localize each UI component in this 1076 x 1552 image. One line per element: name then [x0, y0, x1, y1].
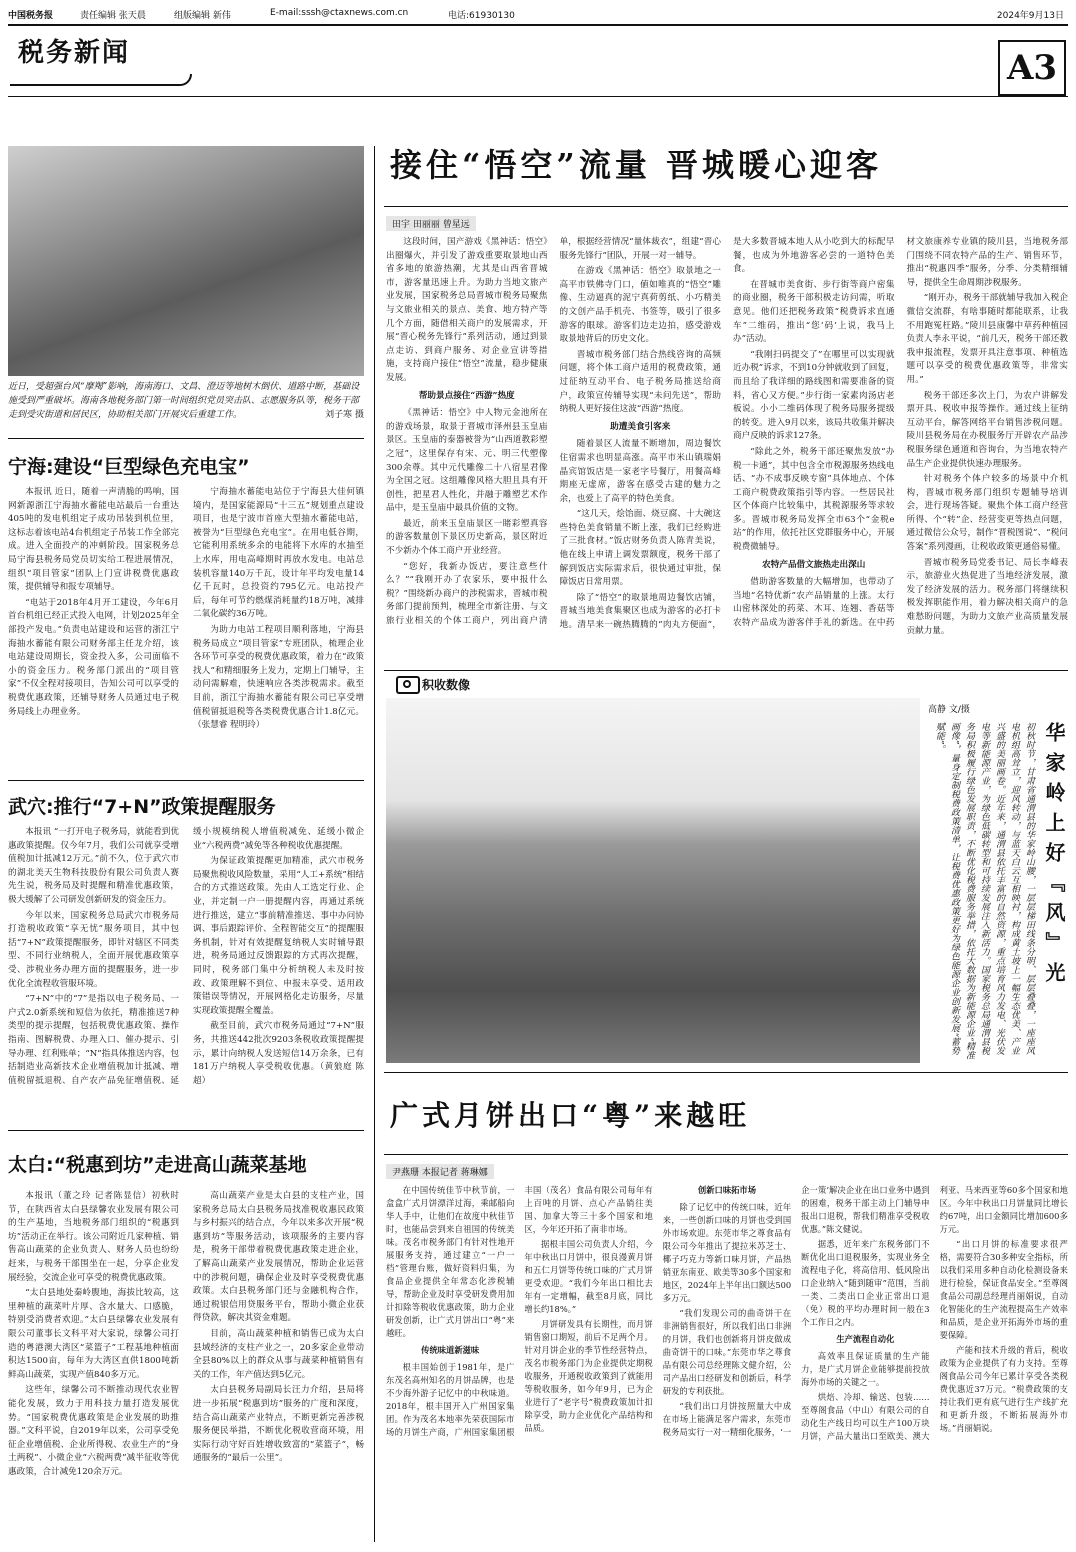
section-title: 税务新闻	[18, 38, 131, 68]
masthead-strip	[8, 6, 1068, 22]
header-rule	[8, 96, 1068, 97]
mooncake-p8: “我们发现公司的曲奇饼干在非洲销售很好，所以我们出口非洲的月饼，我们也创新将月饼皮做成曲奇饼干的口味。”东莞市华之尊食品有限公司总经理陈文健介绍，公司产品出口经研发和创新后，科学研发的专利获批。	[662, 1308, 792, 1396]
mooncake-p12: 高效率且保证质量的生产能力，是广式月饼企业能够提前投放海外市场的关键之一。	[801, 1351, 930, 1387]
caption-text: 近日，受超强台风“摩羯”影响，海南海口、文昌、澄迈等地树木倒伏、道路中断，基础设施受到严重破坏。海南各地税务部门第一时间组织党员突击队、志愿服务队等，税务干部走到受灾街道和居民区，协助相关部门开展灾后重建工作。	[8, 382, 360, 420]
mooncake-sub3: 生产流程自动化	[836, 1334, 895, 1344]
ninghai-p2: “电站于2018年4月开工建设，今年6月首台机组已经正式投入电网，计划2025年全部投产发电。”负责电站建设和运营的浙江宁海抽水蓄能有限公司财务部主任龙介绍，该电站建设周期长，资金投入多，公司面临不小的资金压力。税务部门派出的“项目管家”不仅全程对接项目，告知公司可以享受的税费优惠政策，还辅导财务人员通过电子税务局线上办理业务。	[8, 597, 179, 717]
photo-feature-title: 华家岭上好『风』光	[1042, 722, 1066, 992]
wukong-p4: 最近，前来玉皇庙景区一睹彩塑真容的游客数量创下景区历史新高，景区附近不少新办个体工商户开业经营。	[386, 518, 548, 557]
taibai-p4: 高山蔬菜产业是太白县的支柱产业，国家税务总局太白县税务局找准税收惠民政策与乡村振兴的结合点，今年以来多次开展“税惠到坊”等服务活动，该项服务的主要内容是，税务干部带着税费优惠政策走进企业，了解高山蔬菜产业发展情况，帮助企业运营中的涉税问题，确保企业及时享受税费优惠政策。太白县税务部门还与金融机构合作，通过税银信用贷服务平台，帮助小微企业获得贷款，解决其资金难题。	[193, 1191, 364, 1324]
photo-credit: 高静 文/摄	[928, 705, 970, 715]
wukong-sub2: 助遭美食引客来	[610, 421, 671, 432]
editor: 责任编辑 张天晨	[80, 11, 146, 21]
mooncake-p4: 据根丰国公司负责人介绍，今年中秋出口月饼中，很良漫黄月饼和五仁月饼等传统口味的广式月饼更受欢迎。“我们今年出口相比去年有一定增幅，截至8月底，同比增长约18%。”	[524, 1239, 653, 1314]
mooncake-sub2: 创新口味拓市场	[697, 1185, 757, 1195]
top-rule	[8, 24, 1068, 26]
paper-name: 中国税务报	[8, 11, 54, 21]
taibai-p6: 太白县税务局副局长汪力介绍，县局将进一步拓展“税惠到坊”服务的广度和深度，结合高山蔬菜产业特点，不断更新完善涉税服务便民举措，不断优化税收营商环境，用实际行动守好百姓增收致富的“菜篮子”，畅通服务的“最后一公里”。	[193, 1385, 364, 1464]
wukong-p7: 晋城市税务部门结合热线咨询的高频问题，将个体工商户适用的税费政策，通过征纳互动平台、电子税务局推送给商户，政策宣传辅导实现“未问先送”，帮助纳税人更好接住这波“西游”热度。	[559, 349, 721, 415]
taibai-p3: 这些年，绿馨公司不断推动现代农业智能化发展，致力于用科技力量打造发展优势。“国家税费优惠政策是企业发展的助推器。”文科平说，自2019年以来，公司享受免征企业增值税、企业所得税、农业生产的“身土两税”、小微企业“六税两费”减半征收等优惠政策，合计减免120余万元。	[8, 1385, 179, 1477]
photo-caption	[8, 380, 364, 422]
camera-icon	[396, 676, 420, 694]
mooncake-p9: “我们出口月饼按照量大中成在市场上能满足客户需求，东莞市税务局实行一对一精细化服务，‘一企一策’解决企业在出口业务中遇到的困难，税务干部主动上门辅导申报出口退税，帮我们精准享受税收优惠。”陈文健说。	[662, 1185, 930, 1437]
divider	[8, 780, 364, 781]
phone: 电话:61930130	[448, 11, 515, 21]
divider	[8, 438, 364, 439]
photo-feature-text: 初秋时节，甘肃省通渭县的华家岭山腰，一层层梯田线条分明、层层叠叠，一座座风电机组高耸立，迎风转动，与蓝天白云互相映衬，构成黄土坡上一幅生态优美、产业兴盛的美丽画卷。近年来，通渭县依托丰富的自然资源，重点培育风力发电、光伏发电等新能源产业，为绿色低碳转型和可持续发展注入新活力。国家税务总局通渭县税务局积极履行绿色发展职责，不断优化税费服务举措，依托大数据为新能源企业“精准画像”，量身定制税费政策清单，让税费优惠政策更好为绿色能源企业创新发展“蓄势赋能”。	[934, 722, 1034, 1060]
wukong-p11: 除了“悟空”的取景地周边餐饮店铺，晋城当地美食集聚区也成为游客的必打卡地。清早来一碗热腾腾的“肉丸方便面”，是大多数晋城本地人从小吃到大的标配早餐，也成为外地游客必尝的一道特色美食。	[559, 237, 895, 631]
divider	[384, 1154, 1068, 1155]
mooncake-p14: “出口月饼的标准要求很严格，需要符合30多种安全指标，所以我们采用多种自动化检测设备来进行检验，保证食品安全。”至尊阁食品公司副总经理肖丽娟说，自动化智能化的生产流程提高生产效率和品质，是企业开拓海外市场的重要保障。	[939, 1239, 1068, 1340]
mooncake-p13: 烘焙、冷却、输送、包装……至尊阁食品（中山）有限公司的自动化生产线日均可以生产100万块月饼，产品大量出口至欧美、澳大利亚、马来西亚等60多个国家和地区。今年中秋出口月饼量同比增长约67吨，出口金额同比增加600多万元。	[801, 1185, 1068, 1441]
mooncake-sub1: 传统味道新滋味	[421, 1345, 480, 1355]
mooncake-p1: 在中国传统佳节中秋节前，一盒盒广式月饼漂洋过海，乘邮船向华人手中，让他们在故度中秋佳节时，也能品尝到来自祖国的传统美味。茂名市税务部门有针对性地开展服务支持，通过建立“一户一档”管理台账，做好资料归集，为食品企业提供全年常态化涉税辅导，帮助企业及时享受研发费用加计扣除等税收优惠政策，助力企业研发创新，让广式月饼出口“粤”来越旺。	[386, 1185, 515, 1338]
wukong-body	[386, 236, 1068, 656]
wuxue-body	[8, 826, 364, 1126]
layout-editor: 组版编辑 新伟	[174, 11, 231, 21]
caption-credit: 刘子寒 摄	[325, 410, 364, 420]
wukong-sub3: 农特产品借文旅热走出深山	[762, 559, 866, 570]
mooncake-p10: 据悉，近年来广东税务部门不断优化出口退税服务，实现业务全流程电子化，将高信用、低风险出口企业纳入“随到随审”范围，当前一类、二类出口企业正常出口退（免）税的平均办理时间一般在3个工作日之内。	[801, 1239, 930, 1327]
wuxue-p2: 今年以来，国家税务总局武穴市税务局打造税收政策“享无忧”服务项目，其中包括“7+N”政策提醒服务，即针对辖区不同类型、不同行业纳税人，全面开展优惠政策享受、涉税业务办理方面的提醒服务，进一步优化全流程收管服环境。	[8, 910, 179, 989]
wukong-p12: 在晋城市美食街、步行街等商户密集的商业圈，税务干部积极走访问需，听取意见。他们还把税务政策“税费诉求直通车”二维码，推出“您‘码’上说，我马上办”活动。	[733, 279, 895, 345]
ninghai-p1: 本报讯 近日，随着一声清脆的鸣响，国网新源浙江宁海抽水蓄能电站最后一台重达405吨的发电机组定子成功吊装到机位里，这标志着该电站4台机组定子吊装工作全部完成。进入全面投产的冲刺阶段。国家税务总局宁海县税务局党员切实给工程进展情况，组织“项目管家”团队上门宣讲税费优惠政策，提供辅导和报专项辅导。	[8, 487, 179, 593]
wuxue-p1: 本报讯 “一打开电子税务局，就能看到优惠政策提醒。仅今年7月，我们公司就享受增值税加计抵减12万元。”前不久，位于武穴市的湖北美天生物科技股份有限公司负责人赛先生说，税务局及时提醒和精准优惠政策，极大缓解了公司研发创新研发的资金压力。	[8, 827, 179, 905]
photo-column-label: 积收数像	[422, 678, 471, 692]
mooncake-p5: 月饼研发具有长期性，而月饼销售窗口期短，前后不足两个月。针对月饼企业的季节性经营特点，茂名市税务部门为企业提供定期税收服务，开通税收政策到了就能用等税收服务，如今年9月，已为企业进行了“老字号”税费政策加计扣除享受，助力企业优化产品结构和品质。	[524, 1319, 653, 1433]
column-divider	[374, 146, 375, 1542]
divider	[384, 670, 1068, 671]
divider	[384, 206, 1068, 207]
page-number: A3	[998, 40, 1066, 96]
date: 2024年9月13日	[996, 11, 1064, 21]
wukong-p13: “我刚扫码提交了”在哪里可以实现就近办税”诉求，不到10分钟就收到了回复，而且给了我详细的路线图和需要准备的资料，省心又方便。”步行街一家素肉汤店老板说。小小二维码体现了税务局服务提级的转变。进入9月以来，该局共收集并解决商户反映的诉求127条。	[733, 349, 895, 442]
mooncake-p7: 除了记忆中的传统口味，近年来，一些创新口味的月饼也受到国外市场欢迎。东莞市华之尊食品有限公司今年推出了提拉米苏芝士、椰子巧克力等新口味月饼，产品热销亚东南亚、欧美等30多个国家和地区，2024年上半年出口额达500多万元。	[662, 1202, 792, 1303]
ninghai-body	[8, 486, 364, 776]
mooncake-body	[386, 1184, 1068, 1542]
ninghai-p4: 为助力电站工程项目顺利落地，宁海县税务局成立“项目管家”专班团队，梳理企业各环节可享受的税费优惠政策，着力在“政策找人”和精细服务上发力，定期上门辅导，主动问需解难，快速响应各类涉税需求。截至目前，浙江宁海抽水蓄能有限公司已享受增值税留抵退税等各类税费优惠合计1.8亿元。（张慧睿 程明玲）	[193, 624, 364, 731]
email: E-mail:sssh@ctaxnews.com.cn	[270, 8, 409, 18]
wukong-p6: 在游戏《黑神话：悟空》取景地之一高平市铁佛寺门口，値如唯真的“悟空”雕像、生动逼真的泥宁真荷剪纸、小巧精美的文创产品手机壳、书签等，吸引了很多游客的眼球。游客们边走边拍，感受游戏取景地背后的历史文化。	[559, 266, 721, 345]
section-underline	[10, 74, 192, 86]
ninghai-headline: 宁海:建设“巨型绿色充电宝”	[8, 456, 250, 478]
wukong-p19: 针对税务个体户较多的场景中介机构，晋城市税务部门组织专题辅导培训会，进行现场答疑。聚焦个体工商户经营所得、个“转”企、经营变更等热点问题，通过微信公众号，制作“晋税图说”、“税问答案”系列漫画，让税收政策更通俗易懂。	[906, 474, 1068, 553]
wukong-p10: “这几天，烩饴面、烧豆腐、十大碗这些特色美食销量不断上涨，我们已经购进了三批食材。”饭店财务负责人陈青美说，他在线上申请上调发票额度，税务干部了解到饭店实际需求后，很快通过审批，保障饭店日常用票。	[559, 509, 721, 588]
wuxue-p3: “7+N”中的“7”是指以电子税务局、一户式2.0新系统和短信为依托，精准推送7种类型的提示提醒，包括税费优惠政策、操作指南、图解税费、办理入口、催办提示、引导办理、红利账单；“N”指具体推送内容，包括制造业高新技术企业增值税加计抵减、增值税留抵退税、自产农产品免征增值税、延缓小规模纳税人增值税减免、延缓小微企业“六税两费”减免等各种税收优惠提醒。	[8, 827, 364, 1086]
mooncake-byline: 尹燕珊 本报记者 蒋琳娜	[386, 1164, 494, 1179]
typhoon-rebuild-photo	[8, 146, 364, 376]
wukong-p18: 税务干部还多次上门，为农户讲解发票开具、税收申报等操作。通过线上征纳互动平台，解答网络平台销售涉税问题。陵川县税务局在办税服务厅开辟农产品涉税服务绿色通道和咨询台，为当地农特产品生产企业提供快速办理服务。	[906, 390, 1068, 469]
wukong-p3: 《黑神话：悟空》中人物元金池所在的游戏场景，取景于晋城市泽州县玉皇庙景区。玉皇庙的泰器被誉为“山西道教彩塑之冠”，这里保存有宋、元、明三代塑像300余尊。其中元代雕像二十八宿星君像为全国之冠。这组雕像风格大胆且具有开创性，把星君人性化，并融于雕塑艺术作品中，是玉皇庙中最具价值的文物。	[386, 408, 548, 514]
taibai-body	[8, 1190, 364, 1542]
wukong-p9: 随着景区人流量不断增加，周边餐饮住宿需求也明显高涨。高平市米山镇瑞娟晶宾馆饭店是一家老字号餐厅，用餐高峰期座无虚席，游客在感受古建的魅力之余，也爱上了高平的特色美食。	[559, 439, 721, 504]
divider	[384, 1072, 1068, 1073]
taibai-headline: 太白:“税惠到坊”走进高山蔬菜基地	[8, 1154, 307, 1176]
wind-farm-photo	[386, 698, 920, 1063]
wukong-p14: “除此之外，税务干部还聚焦发放“办税一卡通”，其中包含全市税源服务热线电话、“办不成事反映专窗”具体地点、个体工商户税费政策指引等内容。一些居民社区个体商户比较集中，其税源服务等求较多。晋城市税务局发挥全市63个“金税e站”的作用，依托社区党群服务中心，开展税费微辅导。	[733, 446, 895, 553]
wuxue-p4: 为保证政策提醒更加精准，武穴市税务局聚焦税收风险数量，采用“人工+系统”相结合的方式推送政策。先由人工选定行业、企业，并定制一户一册提醒内容，再通过系统进行推送，建立“事前精准推送、事中办问协调、事后跟踪评价、全程智能交互”的提醒服务机制，针对有效提醒复纳税人实时辅导跟进，税务局通过反馈跟踪的方式再次提醒，同时，税务部门集中分析纳税人未及时按政、政策理解不到位、申报未享受、适用政策错误等情况，开展网格化走访服务，尽量实现政策提醒全覆盖。	[193, 856, 364, 1016]
wuxue-headline: 武穴:推行“7+N”政策提醒服务	[8, 796, 276, 818]
taibai-p2: “太白县地处秦岭腹地，海拔比较高，这里种植的蔬菜叶片厚、含水量大、口感脆，特别受消费者欢迎。”太白县绿馨农业发展有限公司董事长文科平对大家说，绿馨公司打造的粤港澳大湾区“菜篮子”工程基地种植面积达1500亩，每年为大湾区直供1800吨新鲜高山蔬菜，实现产值840多万元。	[8, 1288, 179, 1380]
wukong-sub1: 帮助景点接住“西游”热度	[418, 390, 515, 401]
wukong-p20: 晋城市税务局党委书记、局长李峰表示，旅游业火热促进了当地经济发展，激发了经济发展的活力。税务部门将继续积极发挥职能作用，着力解决相关商户的急难愁盼问题，为助力文旅产业高质量发展贡献力量。	[906, 557, 1068, 636]
ninghai-p3: 宁海抽水蓄能电站位于宁海县大佳何镇境内，是国家能源局“十三五”规划重点建设项目，也是宁波市首座大型抽水蓄能电站，被誉为“巨型绿色充电宝”。在用电低谷期，它能利用系统多余的电能将下水库的水抽至上水库，用电高峰期时再放水发电。电站总装机容量140万千瓦，设计年平均发电量14亿千瓦时，总投资约795亿元。电站投产后，每年可节约燃煤消耗量约18万吨，减排二氧化碳约36万吨。	[193, 487, 364, 620]
taibai-p5: 目前，高山蔬菜种植和销售已成为太白县域经济的支柱产业之一，20多家企业带动全县80%以上的群众从事与蔬菜种植销售有关的工作，年产值达到5亿元。	[193, 1328, 364, 1380]
wukong-p1: 这段时间，国产游戏《黑神话：悟空》出圈爆火，并引发了游戏重要取景地山西省多地的旅游热潮，尤其是山西省晋城市，游客量迅速上升。为助力当地文旅产业发展，国家税务总局晋城市税务局聚焦与文旅业相关的景点、美食、地方特产等几个方面，随借相关商户的发展需求，开展“晋心税务先锋行”系列活动，通过到景点走访、到商户服务、对企业宣讲等措施，支持商户接住“悟空”流量，稳步健康发展。	[386, 237, 548, 383]
wukong-p5: “您好，我新办饭店，要注意些什么？”“我刚开办了农家乐，要申报什么税？”围绕新办商户的涉税需求，晋城市税务部门提前预判，梳理全市新注册、与文旅行业相关的个体工商户，列出商户清单，根据经营情况“量体裁衣”，组建“晋心服务先锋行”团队，开展一对一辅导。	[386, 237, 721, 627]
mooncake-headline: 广式月饼出口“粤”来越旺	[390, 1099, 751, 1132]
wukong-p16: 借助游客数量的大幅增加，也带动了当地“名特优新”农产品销量的上涨。太行山密林深处的药菜、木耳、连翘、香菇等农特产品成为游客伴手礼的新选。在中药材文旅康养专业镇的陵川县，当地税务部门围绕不同农特产品的生产、销售环节，推出“税惠四季”服务，分季、分类精细辅导，提供全生命周期涉税服务。	[733, 237, 1068, 629]
mooncake-p3: 根丰国始创于1981年，是广东茂名高州知名的月饼品牌，也是不少海外游子记忆中的中秋味道。2018年，根丰国开入广州国家集团。作为茂名本地率先荣获国际市场的月饼生产商，广州国家集团根丰国（茂名）食品有限公司每年有上百吨的月饼、点心产品销往美国、加拿大等三十多个国家和地区，今年还开拓了南非市场。	[386, 1185, 653, 1437]
taibai-p1: 本报讯（董之玲 记者陈显信）初秋时节，在陕西省太白县绿馨农业发展有限公司的生产基地，当地税务部门组织的“税惠到坊”活动正在举行。该公司附近几家种植、销售高山蔬菜的企业负责人、财务人员也纷纷赶来，与税务干部围坐在一起，分享企业发展经验，交流企业可享受的税费优惠政策。	[8, 1191, 179, 1283]
wuxue-p5: 截至目前，武穴市税务局通过“7+N”服务，共推送442批次9203条税收政策提醒提示，累计向纳税人发送短信14万余条，已有181万户纳税人享受税收优惠。（黄狼庭 陈超）	[193, 1021, 364, 1086]
mooncake-p15: 产能和技术升级的背后，税收政策为企业提供了有力支持。至尊阁食品公司今年已累计享受各类税费优惠近37万元。“税费政策的支持让我们更有底气进行生产线扩充和更新升级，不断拓展海外市场。”肖丽娟说。	[939, 1345, 1068, 1433]
wukong-byline: 田宇 田丽丽 曾星远	[386, 216, 476, 231]
divider	[8, 1130, 364, 1131]
wukong-headline: 接住“悟空”流量 晋城暖心迎客	[390, 146, 882, 184]
wukong-p17: “刚开办，税务干部就辅导我加入税企微信交流群，有啥事随时都能联系，让我不用跑冤枉路。”陵川县康馨中草药种植园负责人李永平说，“前几天，税务干部还教我申报流程，发票开具注意事项、种植选题可以享受的税费优惠政策等，非常实用。”	[906, 293, 1068, 385]
